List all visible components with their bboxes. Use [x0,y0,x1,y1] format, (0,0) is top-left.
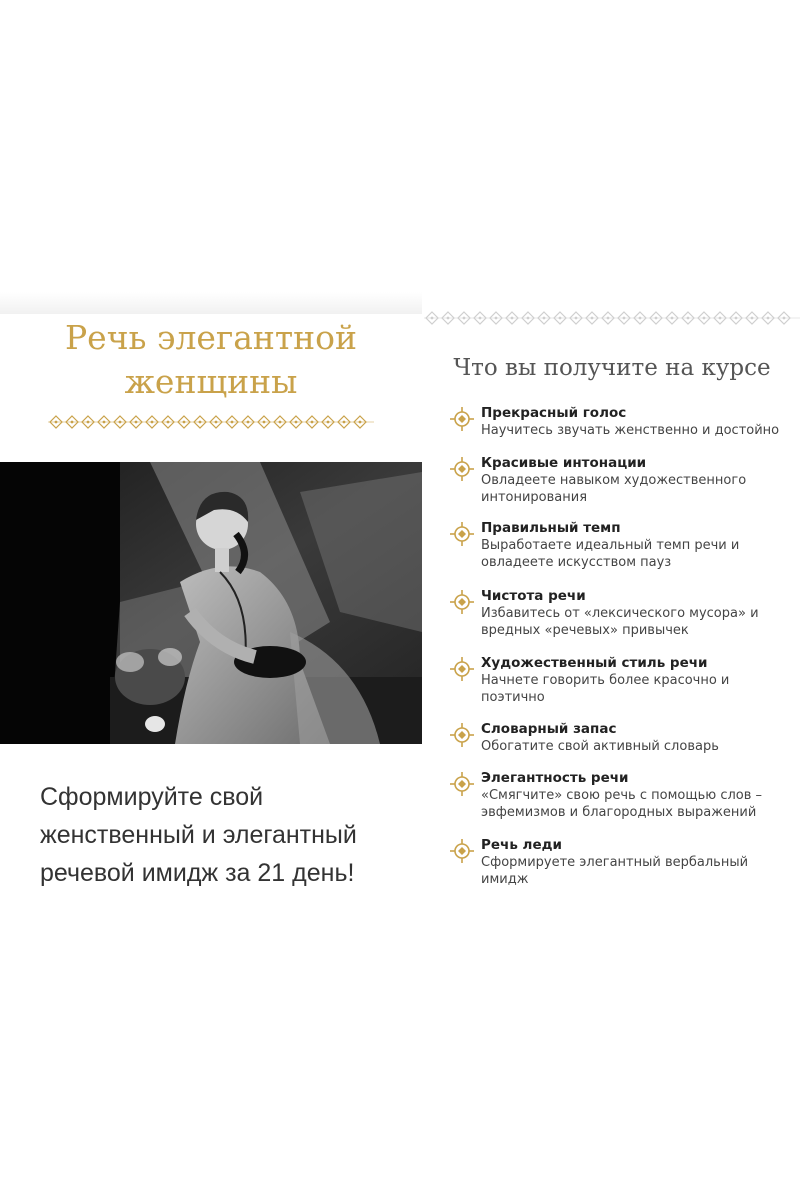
tagline-line: речевой имидж за 21 день! [40,859,355,887]
benefit-description-line: Научитесь звучать женственно и достойно [481,423,780,438]
benefit-description [481,537,795,571]
benefit-description [481,738,795,755]
tagline-line: женственный и элегантный [40,821,357,849]
benefit-description-line: вредных «речевых» привычек [481,623,689,638]
benefit-description [481,672,795,706]
title-line: женщины [124,362,298,401]
benefit-description [481,472,795,506]
benefit-title: Словарный запас [481,721,617,737]
ornament-border [48,414,374,430]
benefit-description-line: поэтично [481,690,545,705]
benefit-description [481,787,795,821]
benefit-description-line: Сформируете элегантный вербальный [481,855,749,870]
page-title [0,316,422,404]
benefit-title: Речь леди [481,837,562,853]
benefit-title: Художественный стиль речи [481,655,708,671]
benefit-description-line: Избавитесь от «лексического мусора» и [481,606,759,621]
benefit-description [481,605,795,639]
diamond-target-icon [450,657,474,681]
woman-with-telephone-photo [0,462,422,744]
title-line: Речь элегантной [64,318,358,357]
diamond-target-icon [450,590,474,614]
benefit-title: Чистота речи [481,588,586,604]
tagline [40,778,412,892]
diamond-target-icon [450,457,474,481]
benefit-description-line: «Смягчите» свою речь с помощью слов – [481,788,763,803]
benefit-description-line: эвфемизмов и благородных выражений [481,805,757,820]
benefit-description-line: имидж [481,872,529,887]
course-heading: Что вы получите на курсе [453,355,771,381]
benefit-title: Красивые интонации [481,455,647,471]
ornament-border [424,310,800,326]
benefit-description-line: Выработаете идеальный темп речи и [481,538,740,553]
benefit-description-line: овладеете искусством пауз [481,555,672,570]
benefit-description-line: Обогатите свой активный словарь [481,739,719,754]
photo-illustration [0,462,422,744]
benefit-title: Правильный темп [481,520,621,536]
benefit-description [481,422,795,439]
benefit-title: Элегантность речи [481,770,629,786]
benefit-description-line: Овладеете навыком художественного [481,473,747,488]
benefit-description-line: интонирования [481,490,588,505]
diamond-target-icon [450,723,474,747]
benefit-description [481,854,795,888]
tagline-line: Сформируйте свой [40,783,264,811]
diamond-target-icon [450,522,474,546]
diamond-target-icon [450,407,474,431]
diamond-target-icon [450,772,474,796]
header-shadow [0,292,422,314]
benefit-title: Прекрасный голос [481,405,627,421]
diamond-target-icon [450,839,474,863]
benefit-description-line: Начнете говорить более красочно и [481,673,730,688]
